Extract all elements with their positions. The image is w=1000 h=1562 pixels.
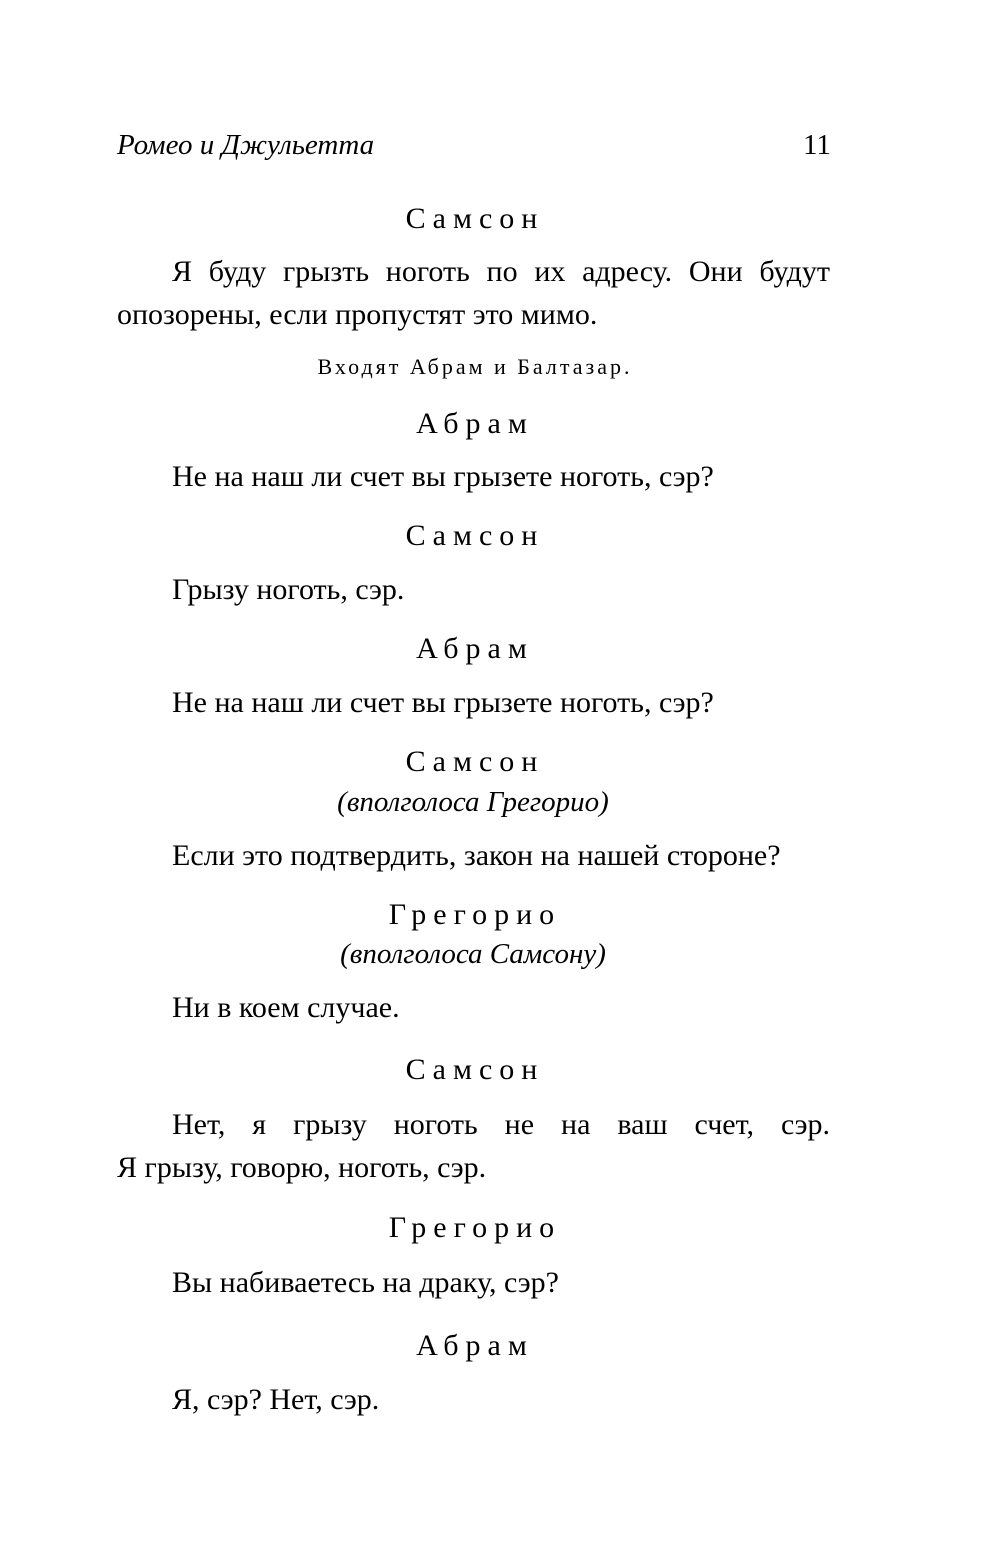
- speaker-name: Грегорио: [388, 898, 562, 931]
- speech-line: Я буду грызть ноготь по их адресу. Они будут: [172, 255, 830, 288]
- speech-line: Вы набиваетесь на драку, сэр?: [172, 1266, 559, 1299]
- speaker-name: Самсон: [405, 745, 545, 778]
- speaker-name: Самсон: [405, 519, 545, 552]
- speaker-name: Грегорио: [388, 1211, 562, 1244]
- page-number: 11: [803, 129, 831, 161]
- speech-line: Нет, я грызу ноготь не на ваш счет, сэр.: [172, 1108, 830, 1141]
- stage-direction: Входят Абрам и Балтазар.: [317, 354, 633, 379]
- speaker-name: Абрам: [416, 632, 534, 665]
- speech-line: Если это подтвердить, закон на нашей стороне?: [172, 839, 781, 872]
- speaker-name: Абрам: [416, 407, 534, 440]
- stage-aside: (вполголоса Грегорио): [337, 786, 609, 818]
- running-title: Ромео и Джульетта: [117, 129, 375, 161]
- speech-line: Я грызу, говорю, ноготь, сэр.: [117, 1151, 487, 1184]
- speaker-name: Самсон: [405, 202, 545, 235]
- speaker-name: Самсон: [405, 1053, 545, 1086]
- speech-line: Я, сэр? Нет, сэр.: [172, 1383, 380, 1416]
- speech-line: Не на наш ли счет вы грызете ноготь, сэр?: [172, 686, 714, 719]
- speech-line: Ни в коем случае.: [172, 991, 400, 1024]
- speech-line: опозорены, если пропустят это мимо.: [117, 298, 598, 331]
- stage-aside: (вполголоса Самсону): [340, 938, 606, 970]
- speech-line: Не на наш ли счет вы грызете ноготь, сэр?: [172, 460, 714, 493]
- speaker-name: Абрам: [416, 1329, 534, 1362]
- speech-line: Грызу ноготь, сэр.: [172, 573, 405, 606]
